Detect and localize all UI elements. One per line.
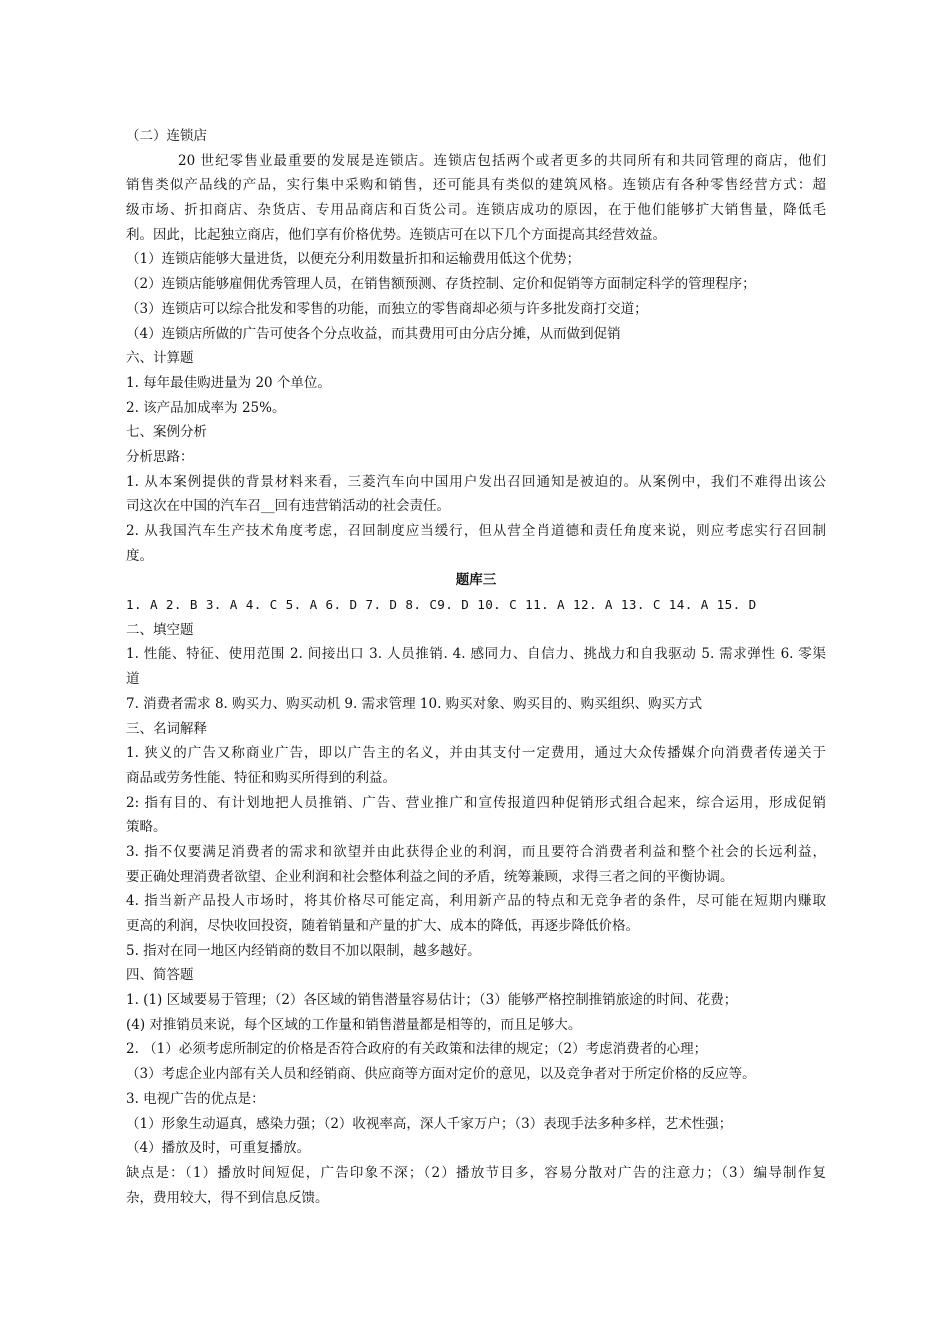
text-line: （4）播放及时，可重复播放。 [126,1140,311,1157]
text-line: (4) 对推销员来说，每个区域的工作量和销售潜量都是相等的，而且足够大。 [126,1016,582,1033]
text-line: 度。 [126,547,153,564]
text-line: 七、案例分析 [126,424,207,441]
text-line: （2）连锁店能够雇佣优秀管理人员，在销售额预测、存货控制、定价和促销等方面制定科学的管理程序； [126,276,756,293]
text-line: 策略。 [126,819,167,836]
text-line: 销售类似产品线的产品，实行集中采购和销售，还可能具有类似的建筑风格。连锁店有各种零售经营方式：超 [126,177,826,194]
text-line: 更高的利润，尽快收回投资，随着销量和产量的扩大、成本的降低，再逐步降低价格。 [126,918,639,934]
text-line: 道 [126,671,140,688]
text-line: 7. 消费者需求 8. 购买力、购买动机 9. 需求管理 10. 购买对象、购买目的、购买组织、购买方式 [126,695,703,712]
text-line: （4）连锁店所做的广告可使各个分点收益，而其费用可由分店分摊，从而做到促销 [126,325,621,342]
text-line: 1. A 2. B 3. A 4. C 5. A 6. D 7. D 8. C9. D 10. C 11. A 12. A 13. C 14. A 15. D [126,597,757,613]
text-line: （3）连锁店可以综合批发和零售的功能，而独立的零售商却必须与许多批发商打交道； [126,300,648,317]
text-line: 四、简答题 [126,967,194,984]
text-line: 商品或劳务性能、特征和购买所得到的利益。 [126,769,396,786]
document-page [126,124,826,1210]
text-line: 杂，费用较大，得不到信息反馈。 [126,1189,329,1206]
text-line: 2. 从我国汽车生产技术角度考虑，召回制度应当缓行，但从营全肖道德和责任角度来说，则应考虑实行召回制 [126,523,826,539]
text-line: 3. 电视广告的优点是： [126,1090,265,1107]
text-line: 4. 指当新产品投人市场时，将其价格尽可能定高，利用新产品的特点和无竞争者的条件，尽可能在短期内赚取 [126,893,826,910]
section-title: 题库三 [455,572,497,589]
text-line: 分析思路： [126,448,194,465]
text-line: 20 世纪零售业最重要的发展是连锁店。连锁店包括两个或者更多的共同所有和共同管理的商店，他们 [178,152,826,169]
text-line: 1. 性能、特征、使用范围 2. 间接出口 3. 人员推销. 4. 感同力、自信力、挑战力和自我驱动 5. 需求弹性 6. 零渠 [126,646,826,663]
text-line: 司这次在中国的汽车召__回有违营销活动的社会责任。 [126,498,450,515]
text-line: 六、计算题 [126,350,194,367]
text-line: 2. 该产品加成率为 25%。 [126,399,286,416]
text-line: （1）连锁店能够大量进货，以便充分利用数量折扣和运输费用低这个优势； [126,251,581,268]
text-line: 1. 每年最佳购进量为 20 个单位。 [126,374,331,391]
text-line: （1）形象生动逼真，感染力强；（2）收视率高，深人千家万户；（3）表现手法多种多样，艺术性强； [126,1115,733,1132]
text-line: 缺点是：（1）播放时间短促，广告印象不深；（2）播放节目多，容易分散对广告的注意力；（3）编导制作复 [126,1164,826,1181]
text-line: （二）连锁店 [126,128,207,144]
text-line: 要正确处理消费者欲望、企业利润和社会整体利益之间的矛盾，统筹兼顾，求得三者之间的平衡协调。 [126,868,734,885]
text-line: 2: 指有目的、有计划地把人员推销、广告、营业推广和宣传报道四种促销形式组合起来，综合运用，形成促销 [126,794,826,811]
text-line: 二、填空题 [126,621,194,638]
text-line: （3）考虑企业内部有关人员和经销商、供应商等方面对定价的意见，以及竞争者对于所定价格的反应等。 [126,1066,756,1083]
text-line: 1. (1) 区域要易于管理；（2）各区域的销售潜量容易估计；（3）能够严格控制推销旅途的时间、花费； [126,992,738,1009]
text-line: 3. 指不仅要满足消费者的需求和欲望并由此获得企业的利润，而且要符合消费者利益和整个社会的长远利益， [126,843,826,860]
text-line: 利。因此，比起独立商店，他们享有价格优势。连锁店可在以下几个方面提高其经营效益。 [126,226,666,243]
text-line: 5. 指对在同一地区内经销商的数目不加以限制，越多越好。 [126,942,481,959]
text-line: 1. 从本案例提供的背景材料来看，三菱汽车向中国用户发出召回通知是被迫的。从案例中，我们不难得出该公 [126,473,826,490]
text-line: 级市场、折扣商店、杂货店、专用品商店和百货公司。连锁店成功的原因，在于他们能够扩大销售量，降低毛 [126,202,826,219]
text-line: 1. 狭义的广告又称商业广告，即以广告主的名义，并由其支付一定费用，通过大众传播媒介向消费者传递关于 [126,745,826,762]
text-line: 三、名词解释 [126,720,207,737]
text-line: 2. （1）必须考虑所制定的价格是否符合政府的有关政策和法律的规定；（2）考虑消费者的心理； [126,1041,708,1058]
